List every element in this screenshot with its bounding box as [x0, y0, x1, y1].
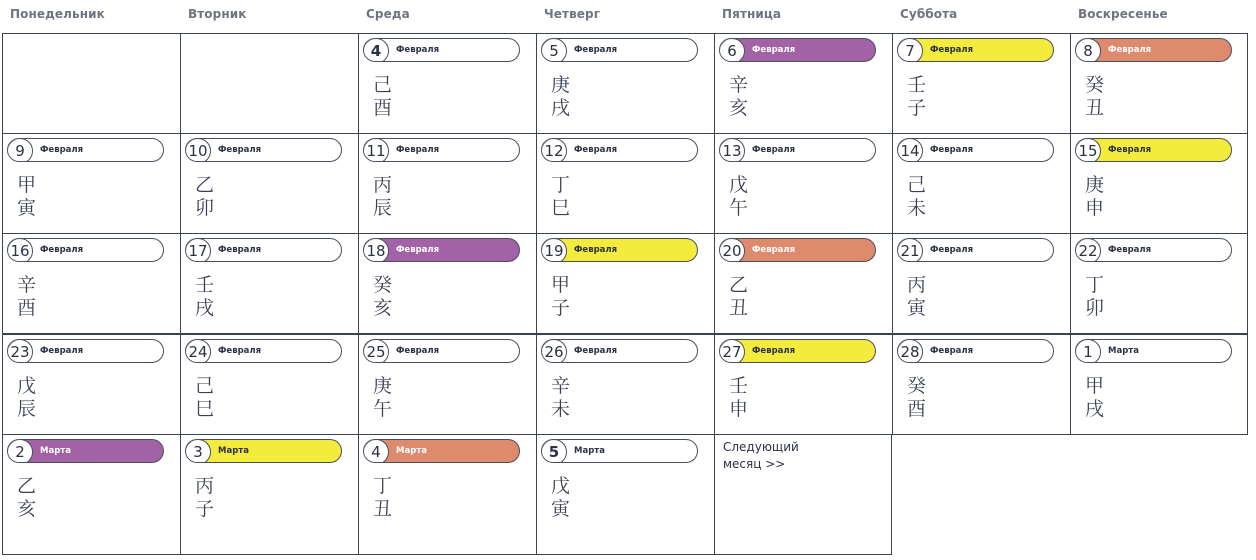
day-cell[interactable]: [1070, 33, 1248, 134]
heavenly-stem: 甲: [17, 174, 37, 196]
heavenly-stem: 己: [907, 174, 927, 196]
heavenly-stem: 戊: [729, 174, 749, 196]
earthly-branch: 丑: [1085, 97, 1105, 119]
day-cell[interactable]: [892, 133, 1071, 234]
weekday-wednesday: Среда: [366, 7, 410, 21]
date-pill: [541, 138, 698, 162]
ganzhi-glyphs: [373, 475, 397, 521]
day-number: 14: [897, 138, 923, 162]
weekday-saturday: Суббота: [900, 7, 958, 21]
date-pill: [363, 138, 520, 162]
day-cell[interactable]: [180, 434, 359, 555]
heavenly-stem: 己: [195, 375, 215, 397]
day-cell[interactable]: [180, 133, 359, 234]
weekday-sunday: Воскресенье: [1078, 7, 1168, 21]
heavenly-stem: 丙: [373, 174, 393, 196]
month-label: Февраля: [574, 45, 618, 55]
date-pill: [541, 238, 698, 262]
day-cell[interactable]: [892, 33, 1071, 134]
day-cell[interactable]: [892, 233, 1071, 334]
day-number: 3: [185, 439, 211, 463]
heavenly-stem: 己: [373, 74, 393, 96]
weekday-friday: Пятница: [722, 7, 782, 21]
month-label: Февраля: [396, 245, 440, 255]
day-cell[interactable]: [714, 133, 893, 234]
date-pill: [7, 238, 164, 262]
heavenly-stem: 辛: [729, 74, 749, 96]
heavenly-stem: 壬: [729, 375, 749, 397]
heavenly-stem: 戊: [551, 475, 571, 497]
day-cell[interactable]: [2, 434, 181, 555]
ganzhi-glyphs: [729, 74, 753, 120]
date-pill: [897, 339, 1054, 363]
heavenly-stem: 庚: [373, 375, 393, 397]
day-cell[interactable]: [180, 233, 359, 334]
month-label: Февраля: [218, 145, 262, 155]
heavenly-stem: 辛: [17, 274, 37, 296]
date-pill: [897, 138, 1054, 162]
date-pill: [185, 138, 342, 162]
day-cell[interactable]: [536, 434, 715, 555]
date-pill: [363, 38, 520, 62]
day-number: 13: [719, 138, 745, 162]
empty-cell: [2, 33, 181, 134]
month-label: Марта: [396, 446, 427, 456]
ganzhi-glyphs: [1085, 174, 1109, 220]
day-cell[interactable]: [358, 233, 537, 334]
ganzhi-glyphs: [1085, 274, 1109, 320]
weekday-monday: Понедельник: [10, 7, 105, 21]
date-pill: [363, 238, 520, 262]
heavenly-stem: 甲: [551, 274, 571, 296]
ganzhi-glyphs: [907, 274, 931, 320]
earthly-branch: 戌: [1085, 398, 1105, 420]
date-pill: [719, 339, 876, 363]
date-pill: [185, 339, 342, 363]
day-number: 8: [1075, 38, 1101, 62]
heavenly-stem: 壬: [195, 274, 215, 296]
earthly-branch: 巳: [195, 398, 215, 420]
date-pill: [719, 38, 876, 62]
date-pill: [897, 38, 1054, 62]
ganzhi-glyphs: [17, 174, 41, 220]
month-label: Февраля: [574, 346, 618, 356]
ganzhi-glyphs: [17, 475, 41, 521]
day-number: 2: [7, 439, 33, 463]
day-cell[interactable]: [536, 233, 715, 334]
month-label: Февраля: [1108, 245, 1152, 255]
month-label: Февраля: [752, 245, 796, 255]
day-cell[interactable]: [358, 434, 537, 555]
month-label: Февраля: [752, 346, 796, 356]
heavenly-stem: 癸: [907, 375, 927, 397]
ganzhi-glyphs: [551, 74, 575, 120]
month-label: Февраля: [396, 45, 440, 55]
day-number: 22: [1075, 238, 1101, 262]
day-cell[interactable]: [536, 133, 715, 234]
heavenly-stem: 丁: [373, 475, 393, 497]
day-cell[interactable]: [2, 334, 181, 435]
day-cell[interactable]: [2, 133, 181, 234]
earthly-branch: 卯: [195, 197, 215, 219]
heavenly-stem: 乙: [729, 274, 749, 296]
date-pill: [363, 439, 520, 463]
heavenly-stem: 庚: [1085, 174, 1105, 196]
month-label: Февраля: [752, 145, 796, 155]
heavenly-stem: 丙: [195, 475, 215, 497]
month-label: Февраля: [40, 245, 84, 255]
day-number: 21: [897, 238, 923, 262]
earthly-branch: 巳: [551, 197, 571, 219]
earthly-branch: 丑: [729, 297, 749, 319]
day-cell[interactable]: [358, 334, 537, 435]
earthly-branch: 戌: [551, 97, 571, 119]
earthly-branch: 亥: [729, 97, 749, 119]
month-label: Февраля: [40, 346, 84, 356]
ganzhi-glyphs: [729, 174, 753, 220]
date-pill: [363, 339, 520, 363]
month-label: Февраля: [574, 245, 618, 255]
heavenly-stem: 乙: [195, 174, 215, 196]
ganzhi-glyphs: [551, 475, 575, 521]
earthly-branch: 午: [373, 398, 393, 420]
earthly-branch: 午: [729, 197, 749, 219]
day-cell[interactable]: [2, 233, 181, 334]
ganzhi-glyphs: [729, 274, 753, 320]
date-pill: [7, 339, 164, 363]
month-label: Февраля: [40, 145, 84, 155]
month-label: Февраля: [930, 245, 974, 255]
month-label: Марта: [218, 446, 249, 456]
weekday-thursday: Четверг: [544, 7, 601, 21]
day-number: 28: [897, 339, 923, 363]
day-cell[interactable]: [1070, 133, 1248, 234]
date-pill: [541, 339, 698, 363]
earthly-branch: 亥: [17, 498, 37, 520]
day-cell[interactable]: [714, 33, 893, 134]
day-number: 4: [363, 38, 389, 62]
day-number: 17: [185, 238, 211, 262]
month-label: Февраля: [930, 346, 974, 356]
day-number: 6: [719, 38, 745, 62]
earthly-branch: 子: [551, 297, 571, 319]
date-pill: [541, 38, 698, 62]
ganzhi-glyphs: [373, 74, 397, 120]
day-number: 23: [7, 339, 33, 363]
earthly-branch: 辰: [373, 197, 393, 219]
heavenly-stem: 庚: [551, 74, 571, 96]
earthly-branch: 未: [907, 197, 927, 219]
ganzhi-glyphs: [551, 274, 575, 320]
ganzhi-glyphs: [1085, 375, 1109, 421]
earthly-branch: 寅: [17, 197, 37, 219]
date-pill: [185, 439, 342, 463]
month-label: Марта: [40, 446, 71, 456]
day-number: 26: [541, 339, 567, 363]
day-number: 15: [1075, 138, 1101, 162]
day-number: 16: [7, 238, 33, 262]
date-pill: [7, 138, 164, 162]
day-number: 5: [541, 439, 567, 463]
day-number: 1: [1075, 339, 1101, 363]
day-number: 27: [719, 339, 745, 363]
heavenly-stem: 癸: [1085, 74, 1105, 96]
heavenly-stem: 丁: [1085, 274, 1105, 296]
ganzhi-glyphs: [195, 475, 219, 521]
heavenly-stem: 丁: [551, 174, 571, 196]
heavenly-stem: 丙: [907, 274, 927, 296]
day-cell[interactable]: [1070, 233, 1248, 334]
month-label: Февраля: [574, 145, 618, 155]
month-label: Марта: [574, 446, 605, 456]
month-label: Февраля: [1108, 45, 1152, 55]
ganzhi-glyphs: [195, 174, 219, 220]
earthly-branch: 戌: [195, 297, 215, 319]
ganzhi-glyphs: [907, 174, 931, 220]
heavenly-stem: 辛: [551, 375, 571, 397]
day-number: 7: [897, 38, 923, 62]
day-cell[interactable]: [358, 133, 537, 234]
date-pill: [719, 138, 876, 162]
month-label: Февраля: [218, 245, 262, 255]
weekday-header: [0, 0, 1256, 30]
day-cell[interactable]: [714, 233, 893, 334]
month-label: Февраля: [752, 45, 796, 55]
ganzhi-glyphs: [1085, 74, 1109, 120]
day-number: 19: [541, 238, 567, 262]
earthly-branch: 子: [907, 97, 927, 119]
ganzhi-glyphs: [373, 274, 397, 320]
earthly-branch: 酉: [373, 97, 393, 119]
day-number: 12: [541, 138, 567, 162]
ganzhi-glyphs: [195, 274, 219, 320]
heavenly-stem: 乙: [17, 475, 37, 497]
earthly-branch: 辰: [17, 398, 37, 420]
earthly-branch: 酉: [907, 398, 927, 420]
day-number: 24: [185, 339, 211, 363]
month-label: Февраля: [396, 145, 440, 155]
earthly-branch: 酉: [17, 297, 37, 319]
ganzhi-glyphs: [17, 375, 41, 421]
day-number: 11: [363, 138, 389, 162]
ganzhi-glyphs: [17, 274, 41, 320]
ganzhi-glyphs: [551, 174, 575, 220]
day-cell[interactable]: [536, 33, 715, 134]
day-cell[interactable]: [536, 334, 715, 435]
ganzhi-glyphs: [907, 74, 931, 120]
date-pill: [1075, 38, 1232, 62]
month-label: Февраля: [1108, 145, 1152, 155]
month-label: Марта: [1108, 346, 1139, 356]
earthly-branch: 未: [551, 398, 571, 420]
day-cell[interactable]: [892, 334, 1071, 435]
date-pill: [541, 439, 698, 463]
date-pill: [897, 238, 1054, 262]
day-cell[interactable]: [714, 334, 893, 435]
earthly-branch: 子: [195, 498, 215, 520]
date-pill: [719, 238, 876, 262]
heavenly-stem: 癸: [373, 274, 393, 296]
earthly-branch: 申: [729, 398, 749, 420]
ganzhi-glyphs: [907, 375, 931, 421]
day-cell[interactable]: [1070, 334, 1248, 435]
month-label: Февраля: [930, 45, 974, 55]
date-pill: [7, 439, 164, 463]
earthly-branch: 寅: [907, 297, 927, 319]
day-number: 25: [363, 339, 389, 363]
day-number: 18: [363, 238, 389, 262]
next-month-link[interactable]: Следующий месяц >>: [723, 440, 799, 471]
empty-cell: [180, 33, 359, 134]
weekday-tuesday: Вторник: [188, 7, 247, 21]
month-label: Февраля: [930, 145, 974, 155]
ganzhi-glyphs: [551, 375, 575, 421]
ganzhi-glyphs: [373, 174, 397, 220]
earthly-branch: 寅: [551, 498, 571, 520]
day-cell[interactable]: [180, 334, 359, 435]
day-number: 20: [719, 238, 745, 262]
month-label: Февраля: [218, 346, 262, 356]
heavenly-stem: 戊: [17, 375, 37, 397]
earthly-branch: 卯: [1085, 297, 1105, 319]
earthly-branch: 丑: [373, 498, 393, 520]
ganzhi-glyphs: [195, 375, 219, 421]
day-number: 4: [363, 439, 389, 463]
day-number: 5: [541, 38, 567, 62]
heavenly-stem: 甲: [1085, 375, 1105, 397]
ganzhi-glyphs: [373, 375, 397, 421]
ganzhi-glyphs: [729, 375, 753, 421]
date-pill: [1075, 339, 1232, 363]
month-label: Февраля: [396, 346, 440, 356]
day-number: 9: [7, 138, 33, 162]
day-number: 10: [185, 138, 211, 162]
heavenly-stem: 壬: [907, 74, 927, 96]
earthly-branch: 亥: [373, 297, 393, 319]
date-pill: [1075, 138, 1232, 162]
day-cell[interactable]: [358, 33, 537, 134]
earthly-branch: 申: [1085, 197, 1105, 219]
date-pill: [185, 238, 342, 262]
next-month-cell: [714, 434, 892, 555]
date-pill: [1075, 238, 1232, 262]
